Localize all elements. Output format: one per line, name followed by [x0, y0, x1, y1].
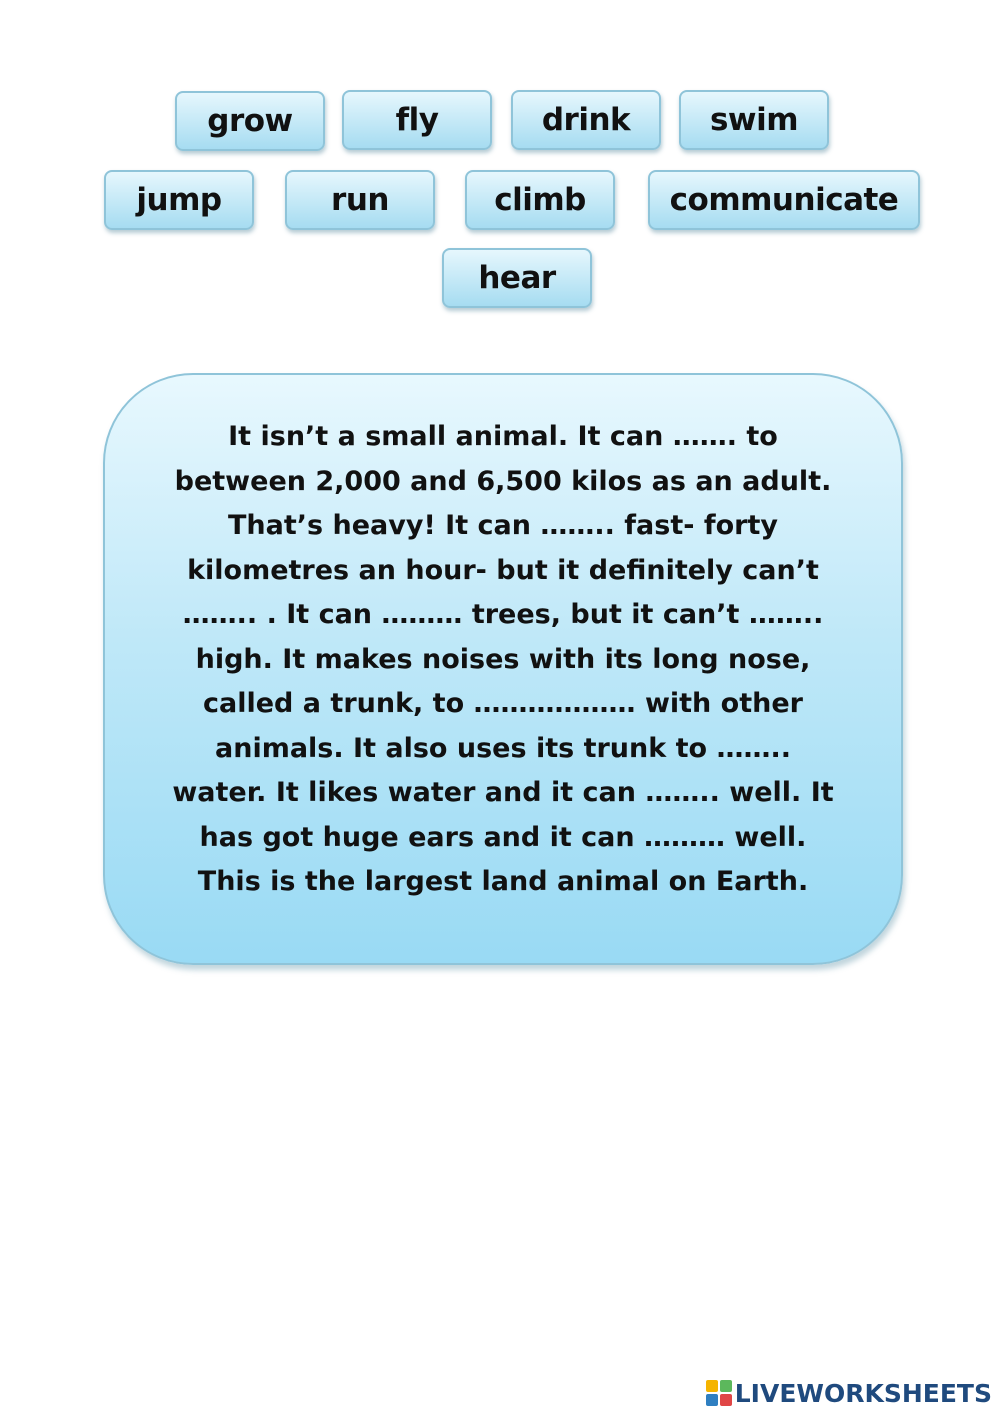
liveworksheets-logo-icon	[706, 1380, 732, 1406]
word-chip-label: grow	[207, 103, 293, 139]
passage-text: It isn’t a small animal. It can ……. to between 2,000 and 6,500 kilos as an adult. That’s heavy! It can …….. fast- forty kilometres an hour- but it definitely can’t …….. . It can ……… trees, but it can’t …….. high. It makes noises with its long nose, called a trunk, to ……………… with other animals. It also uses its trunk to …….. water. It likes water and it can …….. well. It has got huge ears and it can ……… well. This is the largest land animal on Earth.	[172, 421, 834, 897]
logo-square-br	[720, 1394, 732, 1406]
word-chip-climb[interactable]	[465, 170, 615, 230]
logo-square-bl	[706, 1394, 718, 1406]
word-chip-label: climb	[494, 182, 586, 218]
brand-name: LIVEWORKSHEETS	[734, 1378, 992, 1408]
logo-square-tl	[706, 1380, 718, 1392]
word-chip-label: fly	[395, 102, 439, 138]
word-chip-label: drink	[541, 102, 631, 138]
word-chip-fly[interactable]	[342, 90, 492, 150]
liveworksheets-brand	[706, 1375, 992, 1411]
word-chip-label: swim	[709, 102, 799, 138]
word-chip-communicate[interactable]	[648, 170, 920, 230]
word-chip-jump[interactable]	[104, 170, 254, 230]
word-chip-run[interactable]	[285, 170, 435, 230]
word-chip-label: jump	[136, 182, 222, 218]
word-chip-grow[interactable]	[175, 91, 325, 151]
word-chip-label: run	[331, 182, 389, 218]
word-chip-label: communicate	[669, 182, 899, 218]
word-chip-label: hear	[478, 260, 556, 296]
word-chip-drink[interactable]	[511, 90, 661, 150]
word-chip-swim[interactable]	[679, 90, 829, 150]
word-chip-hear[interactable]	[442, 248, 592, 308]
passage-box	[103, 373, 903, 965]
logo-square-tr	[720, 1380, 732, 1392]
